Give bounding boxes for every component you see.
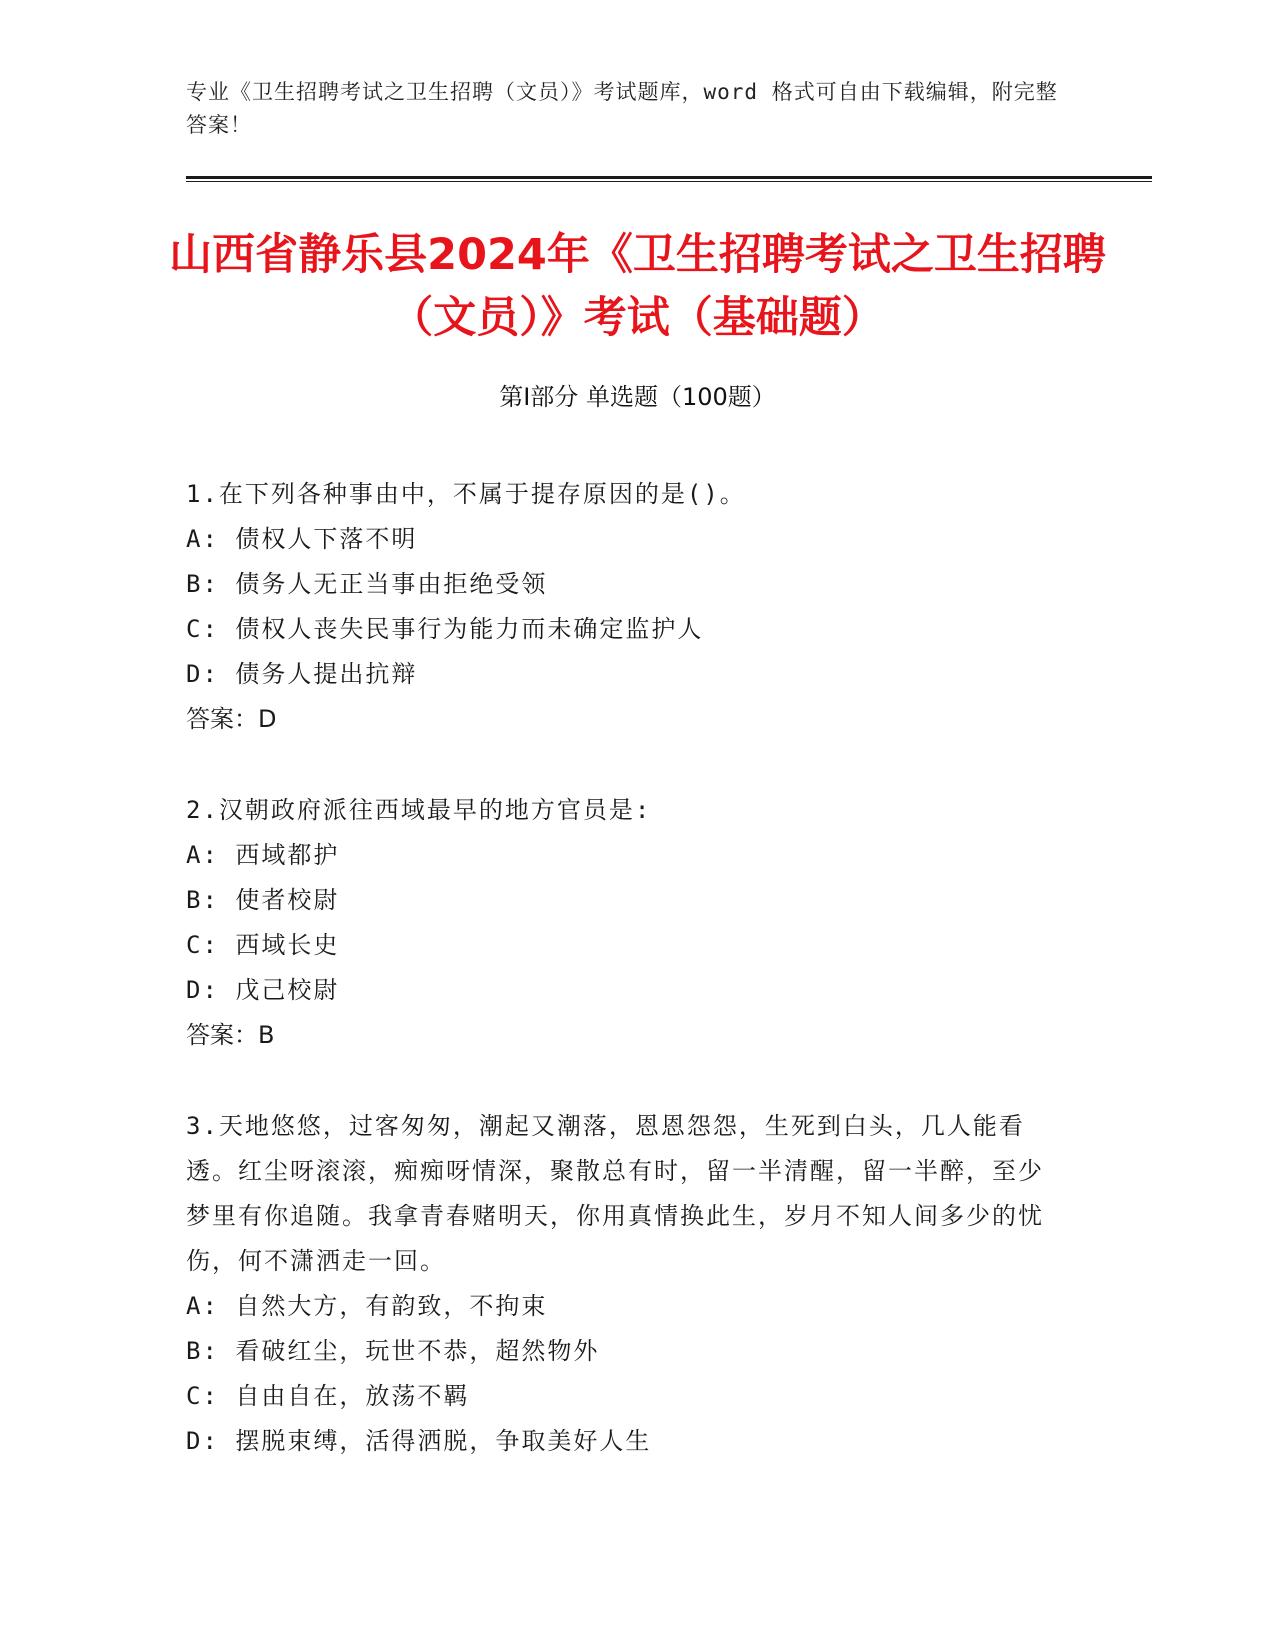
- question-stem: 1.在下列各种事由中，不属于提存原因的是()。: [186, 480, 746, 508]
- question-list: [186, 472, 1066, 1510]
- option-d: D: 戊己校尉: [186, 976, 340, 1004]
- question-stem: 3.天地悠悠，过客匆匆，潮起又潮落，恩恩怨怨，生死到白头，几人能看透。红尘呀滚滚，痴痴呀情深，聚散总有时，留一半清醒，留一半醉，至少梦里有你追随。我拿青春赌明天，你用真情换此生，岁月不知人间多少的忧伤，何不潇洒走一回。: [186, 1112, 1044, 1275]
- option-c: C: 自由自在，放荡不羁: [186, 1382, 470, 1410]
- question-2: [186, 788, 1066, 1058]
- question-3: [186, 1104, 1066, 1464]
- document-title: 山西省静乐县2024年《卫生招聘考试之卫生招聘（文员）》考试（基础题）: [169, 230, 1106, 343]
- header-divider-thin: [186, 181, 1152, 182]
- option-b: B: 债务人无正当事由拒绝受领: [186, 570, 548, 598]
- option-c: C: 西域长史: [186, 931, 340, 959]
- question-stem: 2.汉朝政府派往西域最早的地方官员是:: [186, 796, 652, 824]
- answer-key: 答案：D: [186, 705, 277, 733]
- option-b: B: 看破红尘，玩世不恭，超然物外: [186, 1337, 600, 1365]
- option-d: D: 债务人提出抗辩: [186, 660, 418, 688]
- option-a: A: 西域都护: [186, 841, 340, 869]
- option-c: C: 债权人丧失民事行为能力而未确定监护人: [186, 615, 704, 643]
- option-a: A: 自然大方，有韵致，不拘束: [186, 1292, 548, 1320]
- section-heading: 第Ⅰ部分 单选题（100题）: [499, 383, 776, 411]
- answer-key: 答案：B: [186, 1021, 275, 1049]
- option-b: B: 使者校尉: [186, 886, 340, 914]
- header-note: 专业《卫生招聘考试之卫生招聘（文员）》考试题库，word 格式可自由下载编辑，附完整答案！: [186, 80, 1058, 137]
- header-divider-thick: [186, 176, 1152, 179]
- option-d: D: 摆脱束缚，活得洒脱，争取美好人生: [186, 1427, 652, 1455]
- question-1: [186, 472, 1066, 742]
- option-a: A: 债权人下落不明: [186, 525, 418, 553]
